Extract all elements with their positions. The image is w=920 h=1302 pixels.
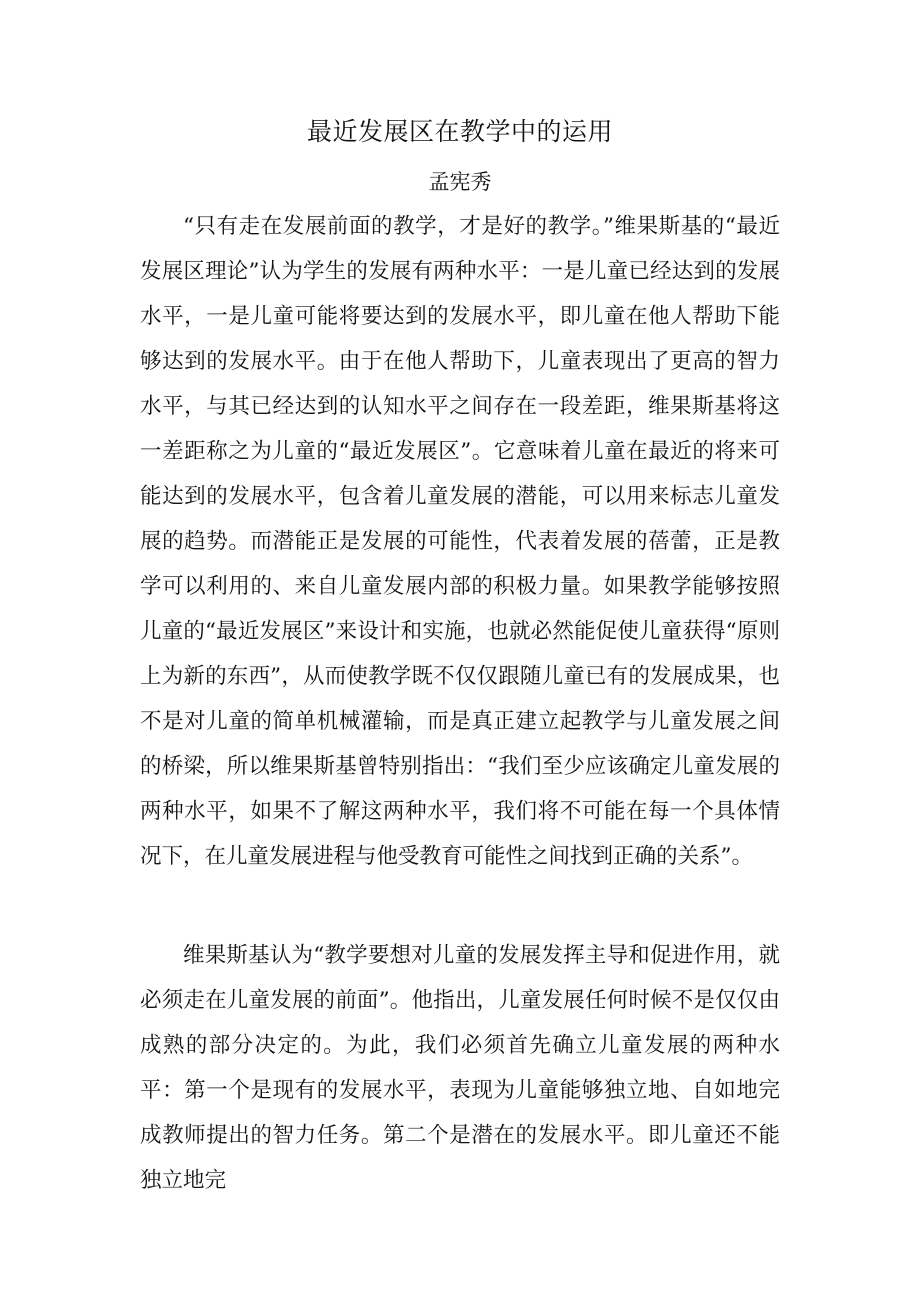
body-paragraph-1: “只有走在发展前面的教学，才是好的教学。”维果斯基的“最近发展区理论”认为学生的发展有两种水平：一是儿童已经达到的发展水平，一是儿童可能将要达到的发展水平，即儿童在他人帮助下能够达到的发展水平。由于在他人帮助下，儿童表现出了更高的智力水平，与其已经达到的认知水平之间存在一段差距，维果斯基将这一差距称之为儿童的“最近发展区”。它意味着儿童在最近的将来可能达到的发展水平，包含着儿童发展的潜能，可以用来标志儿童发展的趋势。而潜能正是发展的可能性，代表着发展的蓓蕾，正是教学可以利用的、来自儿童发展内部的积极力量。如果教学能够按照儿童的“最近发展区”来设计和实施，也就必然能促使儿童获得“原则上为新的东西”，从而使教学既不仅仅跟随儿童已有的发展成果，也不是对儿童的简单机械灌输，而是真正建立起教学与儿童发展之间的桥梁，所以维果斯基曾特别指出：“我们至少应该确定儿童发展的两种水平，如果不了解这两种水平，我们将不可能在每一个具体情况下，在儿童发展进程与他受教育可能性之间找到正确的关系”。 <box>140 214 780 869</box>
author-name: 孟宪秀 <box>428 170 492 194</box>
body-paragraph-2: 维果斯基认为“教学要想对儿童的发展发挥主导和促进作用，就必须走在儿童发展的前面”。他指出，儿童发展任何时候不是仅仅由成熟的部分决定的。为此，我们必须首先确立儿童发展的两种水平：第一个是现有的发展水平，表现为儿童能够独立地、自如地完成教师提出的智力任务。第二个是潜在的发展水平。即儿童还不能独立地完 <box>140 943 780 1193</box>
document-title: 最近发展区在教学中的运用 <box>306 117 613 146</box>
